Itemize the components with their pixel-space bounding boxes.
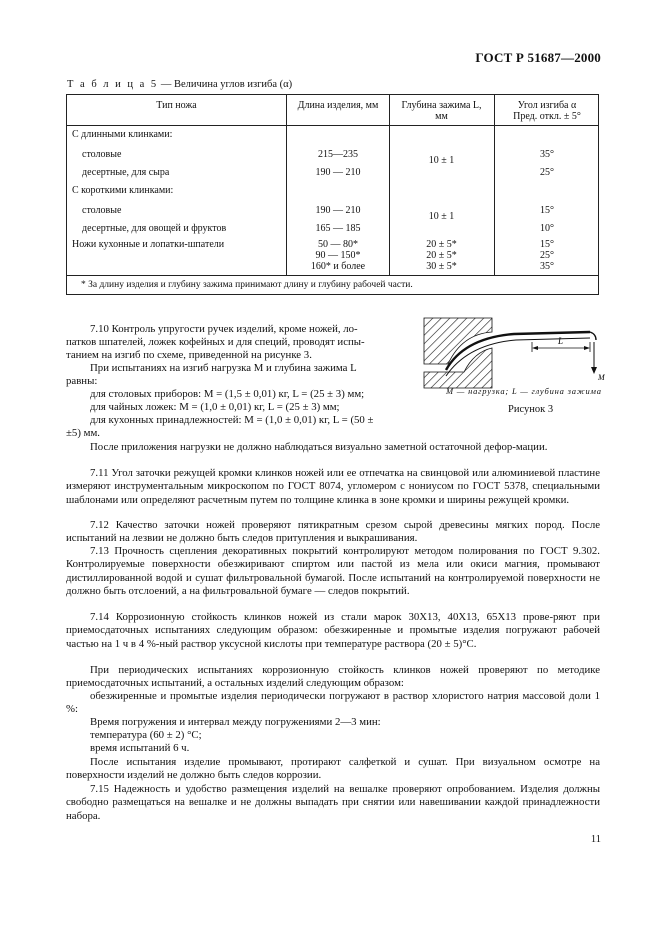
row-angle: 15° [540,205,554,216]
para-7-11: 7.11 Угол заточки режущей кромки клинков ножей или ее отпечатка на свинцовой или алюминиевой пластине измеряют инструментальным микроскопом по ГОСТ 8074, угломером с нониусом по ГОСТ 5378, специальными шаблонами или определяют расчетным путем по толщине клинка в зоне кромки и ширины режущей кромки. [66,467,600,506]
load-arrow [591,367,597,374]
depth-group-1: 10 ± 1 [428,155,455,166]
row-angle: 35° [540,149,554,160]
group-long-blades: С длинными клинками: [72,129,173,140]
row-angle: 15° [540,239,554,250]
row-name: десертные, для овощей и фруктов [82,223,227,234]
row-name: Ножи кухонные и лопатки-шпатели [72,239,225,250]
para-7-13: 7.13 Прочность сцепления декоративных покрытий контролируют методом полирования по ГОСТ 9.302. Контролируемые поверхности обезжиривают спиртом или пастой из мела или окиси магния, промывают дистиллированной водой и сушат фильтровальной бумагой. После испытаний на контролируемой поверхности не должно быть отслоений, а на фильтровальной бумаге — следов покрытий. [66,545,600,597]
dimension-arrow [584,346,590,350]
page-number: 11 [590,834,601,845]
row-length: 90 — 150* [315,250,361,261]
table-caption-text: — Величина углов изгиба (α) [158,79,293,90]
header-angle-line2: Пред. откл. ± 5° [513,111,581,122]
row-depth: 20 ± 5* [426,239,457,250]
row-length: 165 — 185 [315,223,361,234]
row-angle: 25° [540,250,554,261]
para-7-15: 7.15 Надежность и удобство размещения изделий на вешалке проверяют опробованием. Изделия должны свободно размещаться на вешалке и не должны выпадать при снятии или навешивании каждой принадлежности набора. [66,783,600,822]
para-7-10-line7: для чайных ложек: M = (1,0 ± 0,01) кг, L = (25 ± 3) мм; [90,401,340,413]
header-depth-line2: мм [435,111,448,122]
row-length: 50 — 80* [318,239,358,250]
header-angle-line1: Угол изгиба α [517,100,577,111]
header-depth-line1: Глубина зажима L, [401,100,482,111]
row-angle: 25° [540,167,554,178]
para-7-10-line9: ±5) мм. [66,427,100,439]
row-angle: 35° [540,261,554,272]
angle-table [66,94,599,295]
header-length: Длина изделия, мм [297,100,379,111]
row-depth: 20 ± 5* [426,250,457,261]
row-length: 190 — 210 [315,205,361,216]
header-knife-type: Тип ножа [156,100,197,111]
para-7-10-line2: патков шпателей, ложек кофейных и для специй, проводят испы- [66,336,365,348]
para-7-14-periodic: При периодических испытаниях коррозионную стойкость клинков ножей проверяют по методике приемосдаточных испытаний, а остальных изделий следующим образом: [66,664,600,690]
para-7-10-line8: для кухонных принадлежностей: M = (1,0 ± 0,01) кг, L = (50 ± [90,414,374,426]
footnote-divider [67,275,598,276]
row-length: 190 — 210 [315,167,361,178]
table-caption [67,79,292,90]
row-length: 215—235 [318,149,358,160]
label-L: L [558,336,564,346]
group-short-blades: С короткими клинками: [72,185,174,196]
row-length: 160* и более [310,261,366,272]
para-7-12: 7.12 Качество заточки ножей проверяют пятикратным срезом сырой древесины мягких пород. После испытаний на лезвии не должно быть следов притупления и выкрашивания. [66,519,600,545]
row-name: десертные, для сыра [82,167,170,178]
handle-tip [590,332,596,340]
row-name: столовые [82,205,122,216]
para-7-14-result: После испытания изделие промывают, протирают салфеткой и сушат. При визуальном осмотре на поверхности изделий не должно быть следов коррозии. [66,756,600,782]
depth-group-2: 10 ± 1 [428,211,455,222]
document-id: ГОСТ Р 51687—2000 [475,50,601,65]
para-7-10-line6: для столовых приборов: M = (1,5 ± 0,01) кг, L = (25 ± 3) мм; [90,388,365,400]
para-7-10-line3: танием на изгиб по схеме, приведенной на рисунке 3. [66,349,312,361]
para-7-14-interval: Время погружения и интервал между погружениями 2—3 мин: [90,716,381,728]
para-7-14: 7.14 Коррозионную стойкость клинков ножей из стали марок 30Х13, 40Х13, 65Х13 прове-ряют при приемосдаточных испытаниях следующим образом: обезжиренные и промытые изделия погружают рабочей частью на 1 ч в 4 %-ный раствор уксусной кислоты при температуре раствора (20 ± 5)°С. [66,611,600,650]
bending-test-figure [424,318,605,388]
dimension-arrow [532,346,538,350]
label-M: M [598,373,605,382]
para-7-10-conclusion: После приложения нагрузки не должно наблюдаться визуально заметной остаточной дефор-мации. [90,441,548,453]
para-7-10-line4: При испытаниях на изгиб нагрузка M и глубина зажима L [90,362,357,374]
row-angle: 10° [540,223,554,234]
para-7-10-line5: равны: [66,375,98,387]
row-name: столовые [82,149,122,160]
table-caption-prefix: Т а б л и ц а 5 [67,79,159,90]
table-footnote: * За длину изделия и глубину зажима принимают длину и глубину рабочей части. [81,280,413,290]
para-7-14-duration: время испытаний 6 ч. [90,742,190,754]
row-depth: 30 ± 5* [426,261,457,272]
para-7-14-temperature: температура (60 ± 2) °С; [90,729,202,741]
figure-title: Рисунок 3 [508,404,554,415]
para-7-14-solution: обезжиренные и промытые изделия периодически погружают в раствор хлористого натрия массовой доли 1 %: [66,690,600,716]
figure-legend: M — нагрузка; L — глубина зажима [446,386,602,396]
para-7-10-line1: 7.10 Контроль упругости ручек изделий, кроме ножей, ло- [90,323,358,335]
